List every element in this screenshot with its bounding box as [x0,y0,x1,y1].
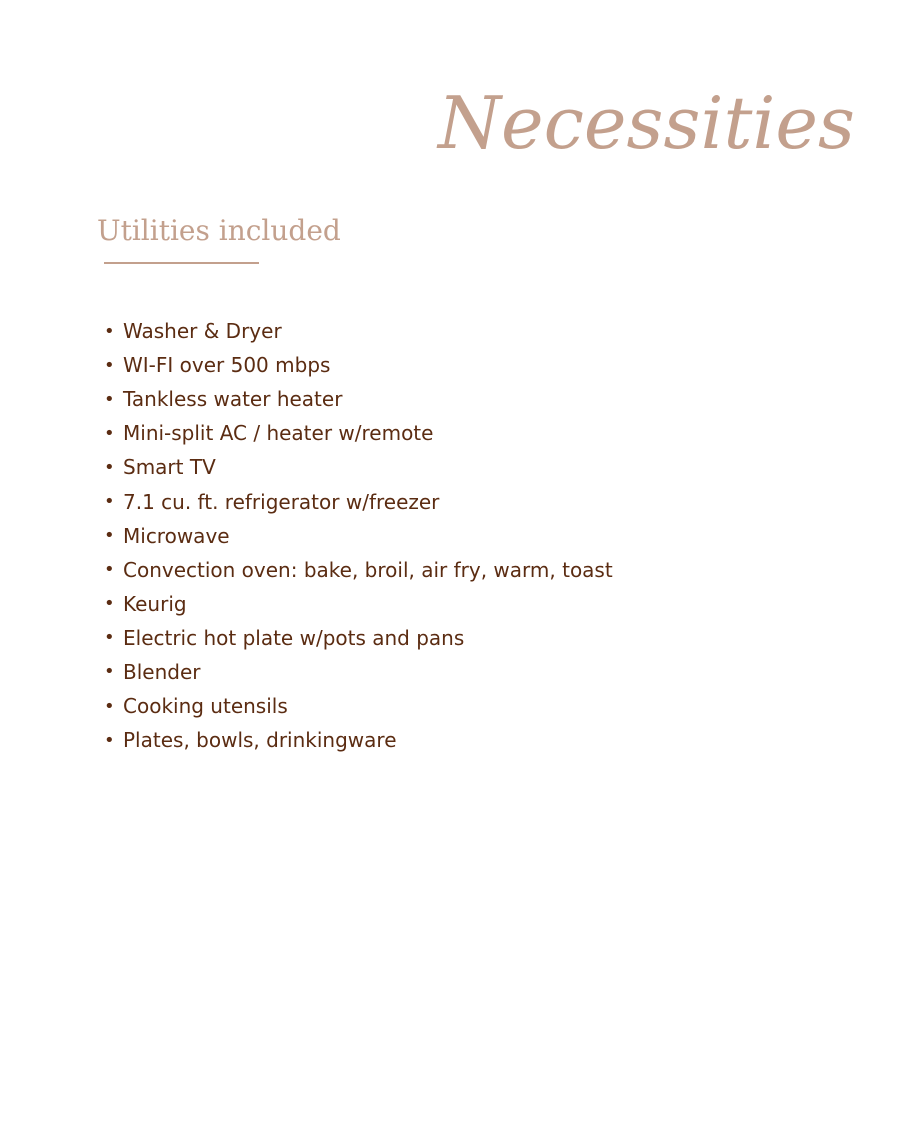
bullet-icon: • [104,627,115,649]
list-item-text: Smart TV [123,455,216,480]
amenity-list [104,314,613,757]
list-item [104,655,613,689]
list-item [104,587,613,621]
list-item [104,484,613,518]
bullet-icon: • [104,661,115,683]
list-item-text: Electric hot plate w/pots and pans [123,625,465,650]
bullet-icon: • [104,320,115,342]
list-item [104,621,613,655]
list-item-text: Tankless water heater [123,387,343,412]
bullet-icon: • [104,354,115,376]
list-item [104,450,613,484]
list-item-text: Keurig [123,591,187,616]
section-heading: Utilities included [97,214,341,247]
bullet-icon: • [104,491,115,513]
page-title: Necessities [438,81,855,165]
bullet-icon: • [104,388,115,410]
bullet-icon: • [104,593,115,615]
heading-underline [104,262,259,264]
list-item [104,723,613,757]
list-item [104,314,613,348]
list-item [104,553,613,587]
list-item-text: Plates, bowls, drinkingware [123,728,397,753]
list-item [104,689,613,723]
bullet-icon: • [104,729,115,751]
list-item-text: Washer & Dryer [123,319,282,344]
list-item-text: Cooking utensils [123,694,288,719]
list-item-text: 7.1 cu. ft. refrigerator w/freezer [123,489,440,514]
list-item-text: Convection oven: bake, broil, air fry, warm, toast [123,557,613,582]
list-item-text: WI-FI over 500 mbps [123,353,331,378]
list-item-text: Microwave [123,523,230,548]
bullet-icon: • [104,695,115,717]
list-item [104,519,613,553]
bullet-icon: • [104,422,115,444]
list-item [104,382,613,416]
list-item [104,348,613,382]
bullet-icon: • [104,559,115,581]
list-item-text: Mini-split AC / heater w/remote [123,421,434,446]
list-item-text: Blender [123,659,201,684]
list-item [104,416,613,450]
bullet-icon: • [104,456,115,478]
bullet-icon: • [104,525,115,547]
